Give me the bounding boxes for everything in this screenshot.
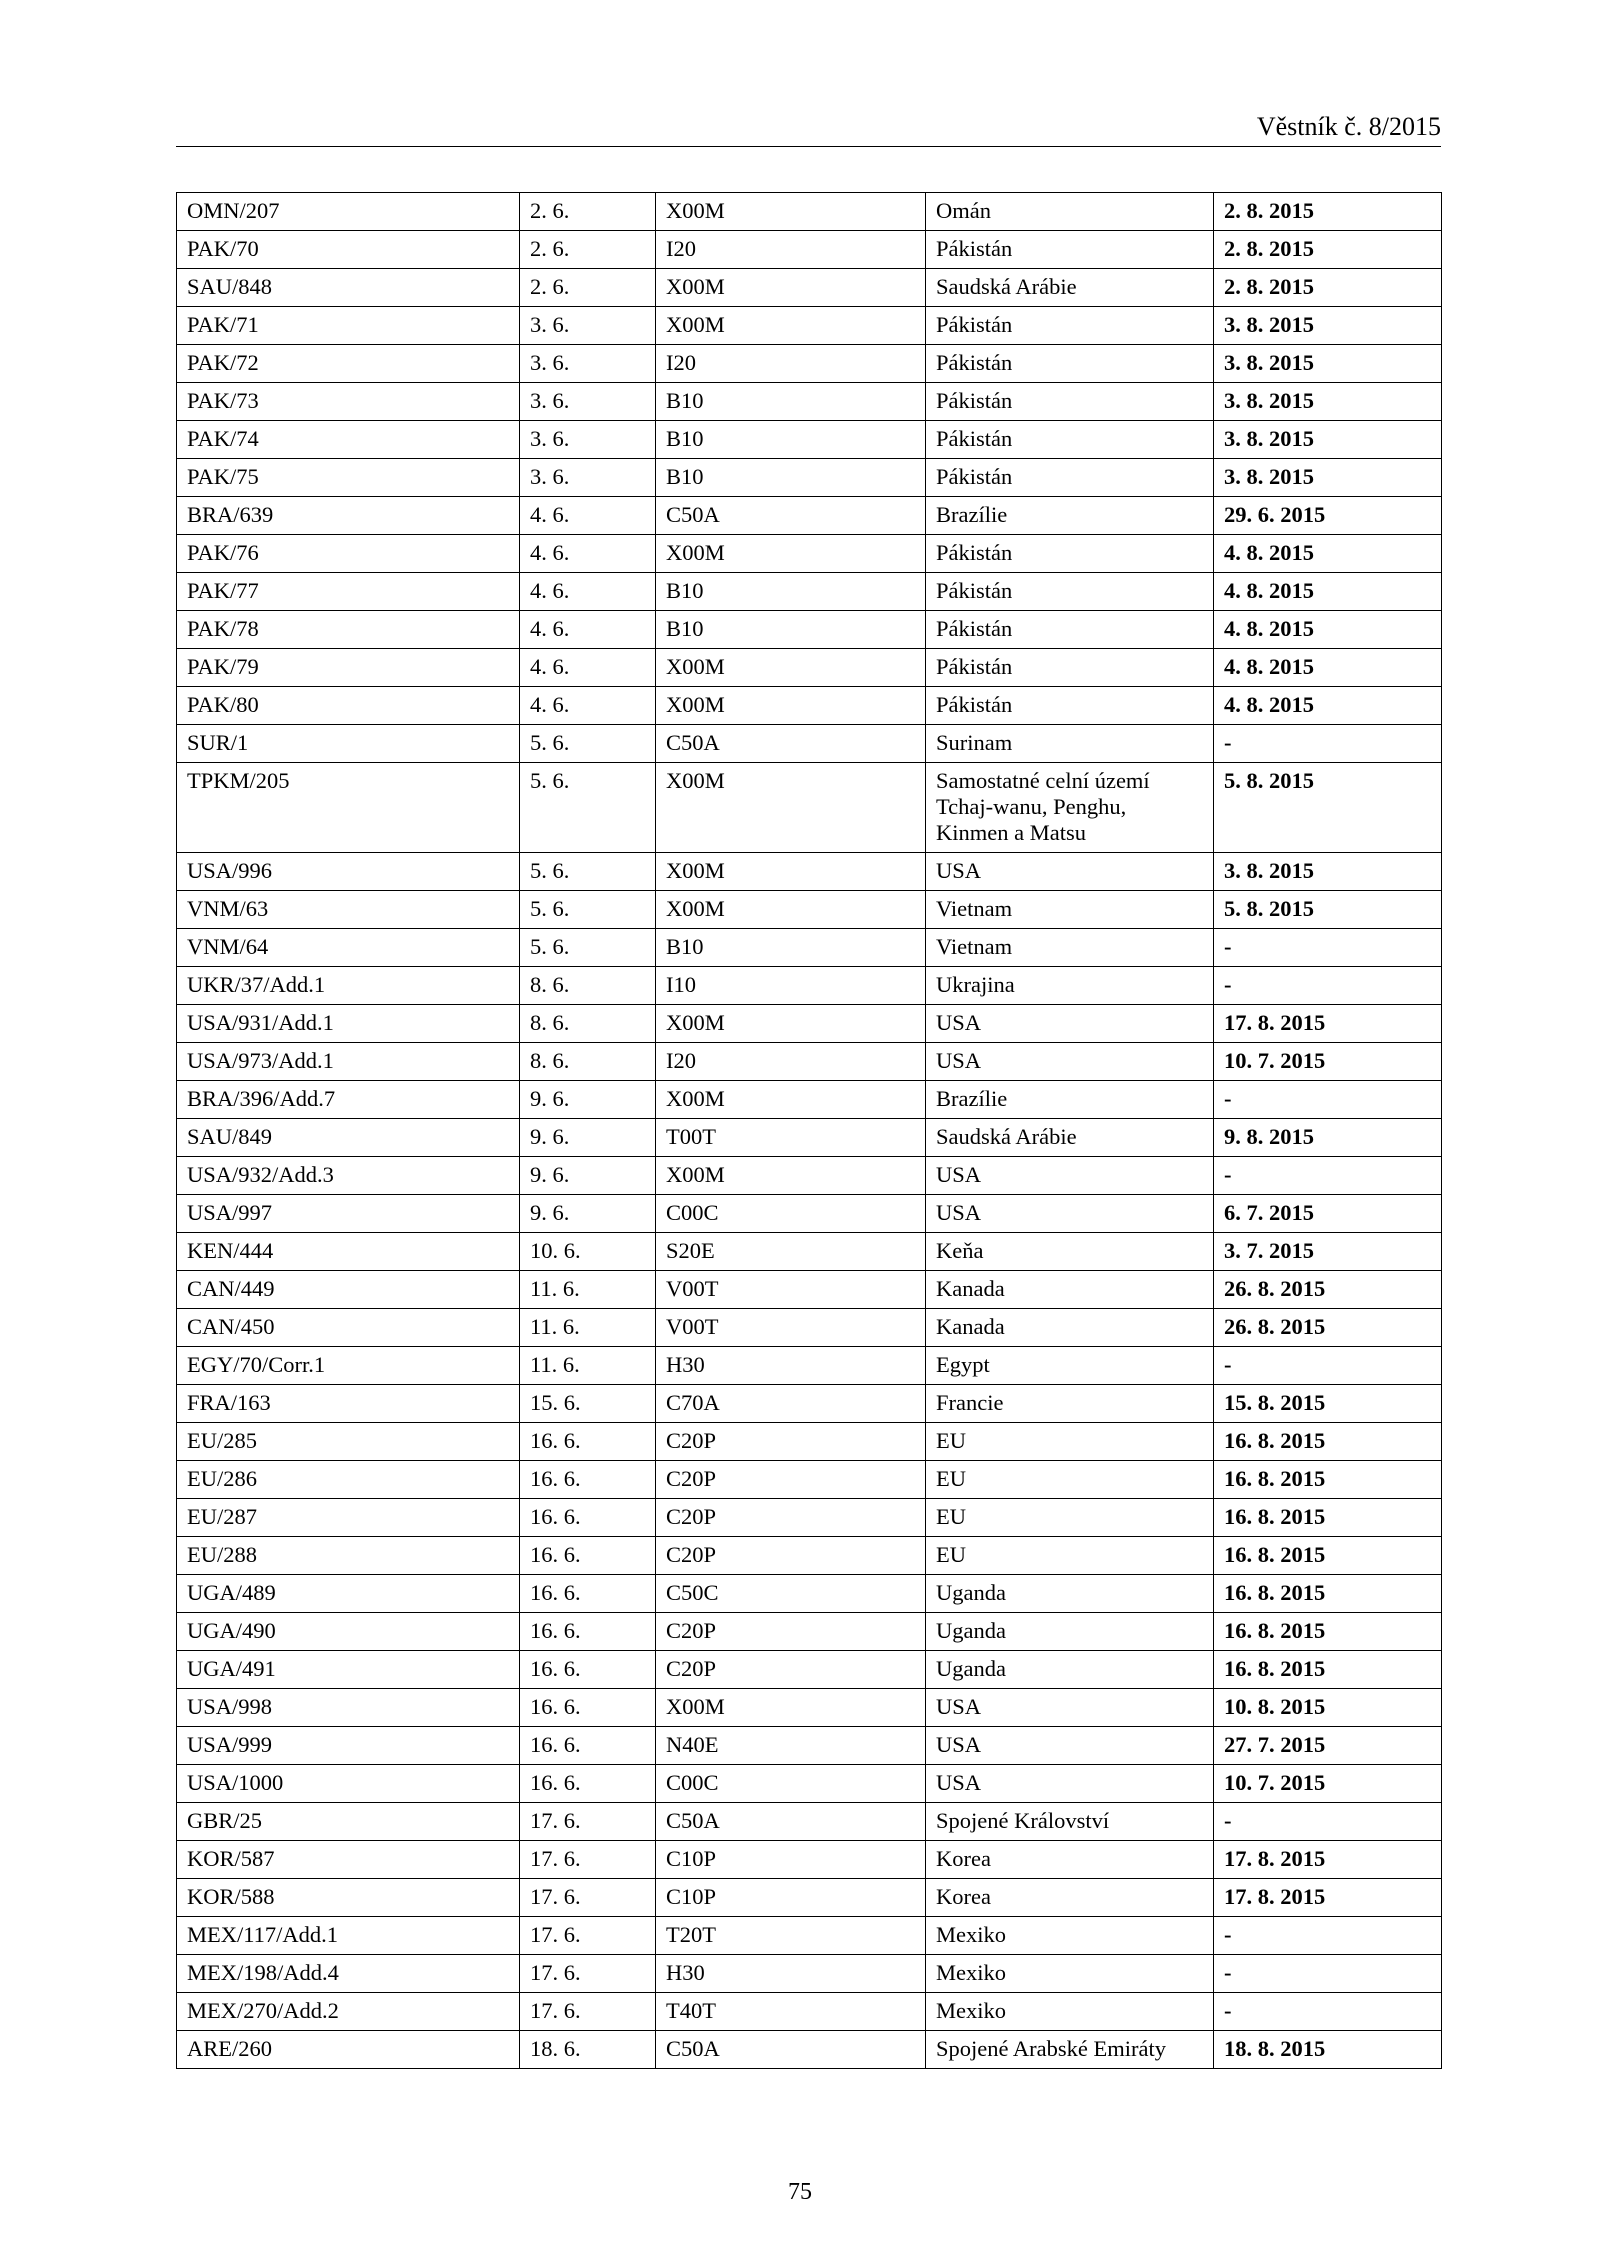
table-row [177, 1613, 1442, 1651]
date-received-cell: 17. 6. [520, 1917, 656, 1955]
country-cell: Vietnam [926, 891, 1214, 929]
comment-deadline-cell: - [1214, 1917, 1442, 1955]
comment-deadline-cell: 27. 7. 2015 [1214, 1727, 1442, 1765]
comment-deadline-cell: 26. 8. 2015 [1214, 1309, 1442, 1347]
notification-code-cell: USA/999 [177, 1727, 520, 1765]
product-code-cell: T40T [656, 1993, 926, 2031]
date-received-cell: 3. 6. [520, 459, 656, 497]
notification-code-cell: USA/998 [177, 1689, 520, 1727]
table-row [177, 1993, 1442, 2031]
table-row [177, 2031, 1442, 2069]
date-received-cell: 16. 6. [520, 1423, 656, 1461]
table-row [177, 1043, 1442, 1081]
notification-code-cell: CAN/450 [177, 1309, 520, 1347]
country-cell: Uganda [926, 1613, 1214, 1651]
notification-code-cell: UKR/37/Add.1 [177, 967, 520, 1005]
date-received-cell: 16. 6. [520, 1689, 656, 1727]
product-code-cell: T20T [656, 1917, 926, 1955]
comment-deadline-cell: 15. 8. 2015 [1214, 1385, 1442, 1423]
country-cell: Pákistán [926, 649, 1214, 687]
table-row [177, 1347, 1442, 1385]
comment-deadline-cell: 4. 8. 2015 [1214, 573, 1442, 611]
notification-code-cell: USA/1000 [177, 1765, 520, 1803]
notification-code-cell: MEX/198/Add.4 [177, 1955, 520, 1993]
country-cell: Uganda [926, 1651, 1214, 1689]
comment-deadline-cell: 16. 8. 2015 [1214, 1537, 1442, 1575]
country-cell: Brazílie [926, 497, 1214, 535]
product-code-cell: X00M [656, 193, 926, 231]
table-row [177, 967, 1442, 1005]
country-cell: EU [926, 1499, 1214, 1537]
country-cell: Surinam [926, 725, 1214, 763]
table-row [177, 1271, 1442, 1309]
notification-code-cell: PAK/70 [177, 231, 520, 269]
date-received-cell: 3. 6. [520, 421, 656, 459]
comment-deadline-cell: 17. 8. 2015 [1214, 1841, 1442, 1879]
notification-code-cell: BRA/396/Add.7 [177, 1081, 520, 1119]
country-cell: Korea [926, 1841, 1214, 1879]
product-code-cell: I20 [656, 345, 926, 383]
table-row [177, 421, 1442, 459]
table-row [177, 649, 1442, 687]
notification-code-cell: EU/288 [177, 1537, 520, 1575]
table-row [177, 1575, 1442, 1613]
country-cell: Pákistán [926, 535, 1214, 573]
table-row [177, 1423, 1442, 1461]
comment-deadline-cell: 3. 8. 2015 [1214, 345, 1442, 383]
notification-code-cell: USA/996 [177, 853, 520, 891]
table-row [177, 1537, 1442, 1575]
comment-deadline-cell: 3. 8. 2015 [1214, 383, 1442, 421]
date-received-cell: 9. 6. [520, 1081, 656, 1119]
notifications-table-body [177, 193, 1442, 2069]
date-received-cell: 15. 6. [520, 1385, 656, 1423]
comment-deadline-cell: 10. 8. 2015 [1214, 1689, 1442, 1727]
table-row [177, 1841, 1442, 1879]
product-code-cell: C00C [656, 1195, 926, 1233]
product-code-cell: C10P [656, 1879, 926, 1917]
date-received-cell: 16. 6. [520, 1727, 656, 1765]
notification-code-cell: KOR/588 [177, 1879, 520, 1917]
notification-code-cell: PAK/80 [177, 687, 520, 725]
notification-code-cell: TPKM/205 [177, 763, 520, 853]
date-received-cell: 4. 6. [520, 611, 656, 649]
product-code-cell: V00T [656, 1309, 926, 1347]
table-row [177, 307, 1442, 345]
country-cell: Kanada [926, 1309, 1214, 1347]
date-received-cell: 16. 6. [520, 1461, 656, 1499]
product-code-cell: C50A [656, 725, 926, 763]
product-code-cell: C50C [656, 1575, 926, 1613]
table-row [177, 193, 1442, 231]
notification-code-cell: PAK/76 [177, 535, 520, 573]
country-cell: Kanada [926, 1271, 1214, 1309]
product-code-cell: B10 [656, 573, 926, 611]
notification-code-cell: UGA/491 [177, 1651, 520, 1689]
comment-deadline-cell: 3. 7. 2015 [1214, 1233, 1442, 1271]
country-cell: USA [926, 1195, 1214, 1233]
date-received-cell: 10. 6. [520, 1233, 656, 1271]
comment-deadline-cell: 4. 8. 2015 [1214, 649, 1442, 687]
comment-deadline-cell: 3. 8. 2015 [1214, 307, 1442, 345]
notification-code-cell: SUR/1 [177, 725, 520, 763]
product-code-cell: X00M [656, 763, 926, 853]
notification-code-cell: FRA/163 [177, 1385, 520, 1423]
product-code-cell: B10 [656, 421, 926, 459]
table-row [177, 1765, 1442, 1803]
date-received-cell: 8. 6. [520, 1005, 656, 1043]
date-received-cell: 17. 6. [520, 1803, 656, 1841]
date-received-cell: 17. 6. [520, 1879, 656, 1917]
table-row [177, 1651, 1442, 1689]
product-code-cell: B10 [656, 383, 926, 421]
date-received-cell: 11. 6. [520, 1347, 656, 1385]
notification-code-cell: EU/287 [177, 1499, 520, 1537]
table-row [177, 687, 1442, 725]
product-code-cell: C20P [656, 1651, 926, 1689]
notification-code-cell: USA/997 [177, 1195, 520, 1233]
notifications-table [176, 192, 1442, 2069]
table-row [177, 611, 1442, 649]
comment-deadline-cell: 18. 8. 2015 [1214, 2031, 1442, 2069]
page-number: 75 [788, 2179, 812, 2205]
comment-deadline-cell: 5. 8. 2015 [1214, 763, 1442, 853]
comment-deadline-cell: 10. 7. 2015 [1214, 1043, 1442, 1081]
product-code-cell: X00M [656, 1005, 926, 1043]
product-code-cell: X00M [656, 1081, 926, 1119]
date-received-cell: 9. 6. [520, 1157, 656, 1195]
table-row [177, 1917, 1442, 1955]
notification-code-cell: CAN/449 [177, 1271, 520, 1309]
country-cell: Samostatné celní území Tchaj-wanu, Penghu, Kinmen a Matsu [926, 763, 1214, 853]
country-cell: Pákistán [926, 231, 1214, 269]
page-header [176, 110, 1441, 147]
table-row [177, 891, 1442, 929]
notification-code-cell: SAU/849 [177, 1119, 520, 1157]
product-code-cell: X00M [656, 1689, 926, 1727]
country-cell: Spojené Království [926, 1803, 1214, 1841]
notification-code-cell: SAU/848 [177, 269, 520, 307]
date-received-cell: 18. 6. [520, 2031, 656, 2069]
date-received-cell: 5. 6. [520, 725, 656, 763]
notification-code-cell: PAK/78 [177, 611, 520, 649]
table-row [177, 1461, 1442, 1499]
comment-deadline-cell: 16. 8. 2015 [1214, 1575, 1442, 1613]
comment-deadline-cell: 16. 8. 2015 [1214, 1651, 1442, 1689]
notification-code-cell: EU/286 [177, 1461, 520, 1499]
notification-code-cell: VNM/63 [177, 891, 520, 929]
date-received-cell: 16. 6. [520, 1537, 656, 1575]
date-received-cell: 2. 6. [520, 269, 656, 307]
table-row [177, 1005, 1442, 1043]
product-code-cell: C20P [656, 1537, 926, 1575]
table-row [177, 535, 1442, 573]
notification-code-cell: MEX/270/Add.2 [177, 1993, 520, 2031]
table-row [177, 763, 1442, 853]
table-row [177, 269, 1442, 307]
table-row [177, 1309, 1442, 1347]
date-received-cell: 16. 6. [520, 1613, 656, 1651]
table-row [177, 345, 1442, 383]
country-cell: Pákistán [926, 421, 1214, 459]
notification-code-cell: USA/973/Add.1 [177, 1043, 520, 1081]
country-cell: USA [926, 853, 1214, 891]
comment-deadline-cell: 16. 8. 2015 [1214, 1423, 1442, 1461]
notification-code-cell: PAK/74 [177, 421, 520, 459]
table-row [177, 1689, 1442, 1727]
country-cell: USA [926, 1157, 1214, 1195]
notification-code-cell: PAK/79 [177, 649, 520, 687]
comment-deadline-cell: 2. 8. 2015 [1214, 231, 1442, 269]
publication-title: Věstník č. 8/2015 [1256, 112, 1441, 141]
date-received-cell: 16. 6. [520, 1575, 656, 1613]
product-code-cell: X00M [656, 269, 926, 307]
comment-deadline-cell: - [1214, 1993, 1442, 2031]
date-received-cell: 8. 6. [520, 967, 656, 1005]
product-code-cell: X00M [656, 307, 926, 345]
product-code-cell: X00M [656, 535, 926, 573]
table-row [177, 1803, 1442, 1841]
date-received-cell: 3. 6. [520, 383, 656, 421]
table-row [177, 929, 1442, 967]
country-cell: Omán [926, 193, 1214, 231]
table-row [177, 1081, 1442, 1119]
product-code-cell: B10 [656, 611, 926, 649]
notification-code-cell: EU/285 [177, 1423, 520, 1461]
notification-code-cell: EGY/70/Corr.1 [177, 1347, 520, 1385]
country-cell: Vietnam [926, 929, 1214, 967]
comment-deadline-cell: - [1214, 1081, 1442, 1119]
table-row [177, 1499, 1442, 1537]
date-received-cell: 3. 6. [520, 345, 656, 383]
notification-code-cell: PAK/75 [177, 459, 520, 497]
notification-code-cell: BRA/639 [177, 497, 520, 535]
date-received-cell: 16. 6. [520, 1499, 656, 1537]
date-received-cell: 17. 6. [520, 1993, 656, 2031]
date-received-cell: 16. 6. [520, 1651, 656, 1689]
product-code-cell: C20P [656, 1499, 926, 1537]
notification-code-cell: PAK/73 [177, 383, 520, 421]
table-row [177, 1879, 1442, 1917]
notification-code-cell: PAK/72 [177, 345, 520, 383]
notification-code-cell: USA/931/Add.1 [177, 1005, 520, 1043]
date-received-cell: 4. 6. [520, 649, 656, 687]
date-received-cell: 5. 6. [520, 891, 656, 929]
comment-deadline-cell: 29. 6. 2015 [1214, 497, 1442, 535]
table-row [177, 573, 1442, 611]
country-cell: Uganda [926, 1575, 1214, 1613]
product-code-cell: I10 [656, 967, 926, 1005]
date-received-cell: 9. 6. [520, 1119, 656, 1157]
comment-deadline-cell: 5. 8. 2015 [1214, 891, 1442, 929]
notification-code-cell: UGA/490 [177, 1613, 520, 1651]
table-row [177, 497, 1442, 535]
country-cell: Pákistán [926, 383, 1214, 421]
table-row [177, 853, 1442, 891]
date-received-cell: 2. 6. [520, 193, 656, 231]
country-cell: Francie [926, 1385, 1214, 1423]
country-cell: EU [926, 1423, 1214, 1461]
country-cell: USA [926, 1689, 1214, 1727]
product-code-cell: S20E [656, 1233, 926, 1271]
comment-deadline-cell: 6. 7. 2015 [1214, 1195, 1442, 1233]
country-cell: Egypt [926, 1347, 1214, 1385]
country-cell: Saudská Arábie [926, 269, 1214, 307]
date-received-cell: 11. 6. [520, 1309, 656, 1347]
comment-deadline-cell: 16. 8. 2015 [1214, 1613, 1442, 1651]
notification-code-cell: UGA/489 [177, 1575, 520, 1613]
table-row [177, 459, 1442, 497]
product-code-cell: X00M [656, 687, 926, 725]
comment-deadline-cell: - [1214, 929, 1442, 967]
country-cell: Mexiko [926, 1955, 1214, 1993]
product-code-cell: T00T [656, 1119, 926, 1157]
product-code-cell: B10 [656, 929, 926, 967]
date-received-cell: 4. 6. [520, 535, 656, 573]
country-cell: USA [926, 1765, 1214, 1803]
comment-deadline-cell: 26. 8. 2015 [1214, 1271, 1442, 1309]
date-received-cell: 2. 6. [520, 231, 656, 269]
comment-deadline-cell: 9. 8. 2015 [1214, 1119, 1442, 1157]
comment-deadline-cell: 3. 8. 2015 [1214, 421, 1442, 459]
country-cell: Ukrajina [926, 967, 1214, 1005]
table-row [177, 725, 1442, 763]
product-code-cell: H30 [656, 1955, 926, 1993]
table-row [177, 383, 1442, 421]
product-code-cell: C50A [656, 1803, 926, 1841]
product-code-cell: V00T [656, 1271, 926, 1309]
product-code-cell: X00M [656, 891, 926, 929]
product-code-cell: C20P [656, 1613, 926, 1651]
comment-deadline-cell: 3. 8. 2015 [1214, 853, 1442, 891]
comment-deadline-cell: 3. 8. 2015 [1214, 459, 1442, 497]
product-code-cell: X00M [656, 853, 926, 891]
notification-code-cell: MEX/117/Add.1 [177, 1917, 520, 1955]
date-received-cell: 5. 6. [520, 929, 656, 967]
table-row [177, 1157, 1442, 1195]
country-cell: Pákistán [926, 345, 1214, 383]
country-cell: Pákistán [926, 459, 1214, 497]
comment-deadline-cell: 4. 8. 2015 [1214, 687, 1442, 725]
comment-deadline-cell: - [1214, 1803, 1442, 1841]
product-code-cell: C50A [656, 2031, 926, 2069]
country-cell: USA [926, 1043, 1214, 1081]
product-code-cell: B10 [656, 459, 926, 497]
product-code-cell: C00C [656, 1765, 926, 1803]
notification-code-cell: VNM/64 [177, 929, 520, 967]
product-code-cell: I20 [656, 231, 926, 269]
country-cell: Mexiko [926, 1993, 1214, 2031]
product-code-cell: I20 [656, 1043, 926, 1081]
date-received-cell: 3. 6. [520, 307, 656, 345]
country-cell: Pákistán [926, 307, 1214, 345]
comment-deadline-cell: 4. 8. 2015 [1214, 535, 1442, 573]
product-code-cell: X00M [656, 649, 926, 687]
comment-deadline-cell: - [1214, 1157, 1442, 1195]
comment-deadline-cell: 17. 8. 2015 [1214, 1879, 1442, 1917]
country-cell: Korea [926, 1879, 1214, 1917]
comment-deadline-cell: - [1214, 967, 1442, 1005]
country-cell: Spojené Arabské Emiráty [926, 2031, 1214, 2069]
table-row [177, 1233, 1442, 1271]
date-received-cell: 4. 6. [520, 687, 656, 725]
table-row [177, 1727, 1442, 1765]
comment-deadline-cell: 2. 8. 2015 [1214, 193, 1442, 231]
comment-deadline-cell: - [1214, 1347, 1442, 1385]
table-row [177, 231, 1442, 269]
country-cell: EU [926, 1537, 1214, 1575]
notification-code-cell: KOR/587 [177, 1841, 520, 1879]
product-code-cell: C10P [656, 1841, 926, 1879]
notification-code-cell: PAK/77 [177, 573, 520, 611]
country-cell: Mexiko [926, 1917, 1214, 1955]
table-row [177, 1385, 1442, 1423]
comment-deadline-cell: - [1214, 1955, 1442, 1993]
comment-deadline-cell: - [1214, 725, 1442, 763]
notification-code-cell: PAK/71 [177, 307, 520, 345]
product-code-cell: X00M [656, 1157, 926, 1195]
date-received-cell: 9. 6. [520, 1195, 656, 1233]
date-received-cell: 4. 6. [520, 573, 656, 611]
product-code-cell: C70A [656, 1385, 926, 1423]
product-code-cell: H30 [656, 1347, 926, 1385]
comment-deadline-cell: 16. 8. 2015 [1214, 1461, 1442, 1499]
notification-code-cell: OMN/207 [177, 193, 520, 231]
notification-code-cell: GBR/25 [177, 1803, 520, 1841]
product-code-cell: C50A [656, 497, 926, 535]
comment-deadline-cell: 17. 8. 2015 [1214, 1005, 1442, 1043]
country-cell: USA [926, 1005, 1214, 1043]
date-received-cell: 5. 6. [520, 763, 656, 853]
country-cell: USA [926, 1727, 1214, 1765]
date-received-cell: 4. 6. [520, 497, 656, 535]
date-received-cell: 8. 6. [520, 1043, 656, 1081]
date-received-cell: 17. 6. [520, 1955, 656, 1993]
country-cell: Pákistán [926, 573, 1214, 611]
notification-code-cell: KEN/444 [177, 1233, 520, 1271]
country-cell: Pákistán [926, 687, 1214, 725]
country-cell: Saudská Arábie [926, 1119, 1214, 1157]
table-row [177, 1955, 1442, 1993]
country-cell: EU [926, 1461, 1214, 1499]
comment-deadline-cell: 2. 8. 2015 [1214, 269, 1442, 307]
country-cell: Pákistán [926, 611, 1214, 649]
comment-deadline-cell: 10. 7. 2015 [1214, 1765, 1442, 1803]
table-row [177, 1195, 1442, 1233]
table-row [177, 1119, 1442, 1157]
date-received-cell: 16. 6. [520, 1765, 656, 1803]
date-received-cell: 17. 6. [520, 1841, 656, 1879]
country-cell: Keňa [926, 1233, 1214, 1271]
notification-code-cell: ARE/260 [177, 2031, 520, 2069]
date-received-cell: 11. 6. [520, 1271, 656, 1309]
product-code-cell: C20P [656, 1461, 926, 1499]
comment-deadline-cell: 16. 8. 2015 [1214, 1499, 1442, 1537]
country-cell: Brazílie [926, 1081, 1214, 1119]
comment-deadline-cell: 4. 8. 2015 [1214, 611, 1442, 649]
date-received-cell: 5. 6. [520, 853, 656, 891]
notification-code-cell: USA/932/Add.3 [177, 1157, 520, 1195]
product-code-cell: C20P [656, 1423, 926, 1461]
product-code-cell: N40E [656, 1727, 926, 1765]
